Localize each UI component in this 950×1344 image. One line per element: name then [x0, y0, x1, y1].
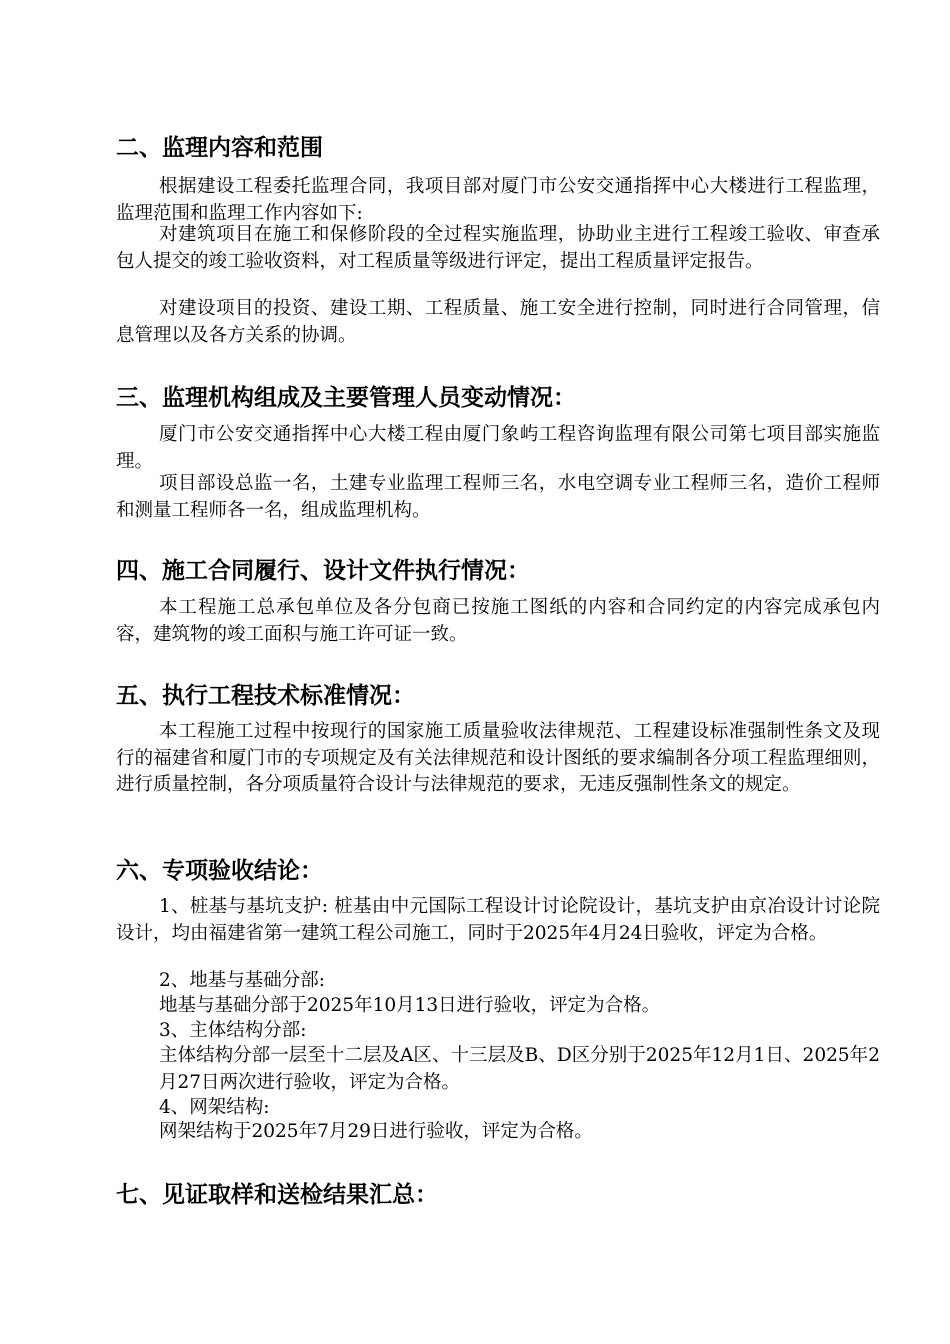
section-heading-organization: 三、监理机构组成及主要管理人员变动情况： — [116, 385, 576, 411]
paragraph: 本工程施工过程中按现行的国家施工质量验收法律规范、工程建设标准强制性条文及现行的福建省和厦门市的专项规定及有关法律规范和设计图纸的要求编制各分项工程监理细则，进行质量控制，各分项质量符合设计与法律规范的要求，无违反强制性条文的规定。 — [116, 721, 880, 795]
section-heading-sampling: 七、见证取样和送检结果汇总： — [116, 1182, 438, 1208]
paragraph: 1、桩基与基坑支护: 桩基由中元国际工程设计讨论院设计，基坑支护由京冶设计讨论院设计，均由福建省第一建筑工程公司施工，同时于2025年4月24日验收，评定为合格。 — [116, 896, 880, 944]
paragraph: 项目部设总监一名，土建专业监理工程师三名，水电空调专业工程师三名，造价工程师和测量工程师各一名，组成监理机构。 — [116, 473, 880, 521]
section-heading-acceptance: 六、专项验收结论： — [116, 858, 323, 884]
section-heading-contract: 四、施工合同履行、设计文件执行情况： — [116, 558, 530, 584]
paragraph: 厦门市公安交通指挥中心大楼工程由厦门象屿工程咨询监理有限公司第七项目部实施监理。 — [116, 424, 880, 472]
paragraph: 3、主体结构分部: — [159, 1020, 307, 1041]
paragraph: 根据建设工程委托监理合同，我项目部对厦门市公安交通指挥中心大楼进行工程监理，监理范围和监理工作内容如下: — [116, 176, 880, 224]
paragraph: 对建筑项目在施工和保修阶段的全过程实施监理，协助业主进行工程竣工验收、审查承包人提交的竣工验收资料，对工程质量等级进行评定，提出工程质量评定报告。 — [116, 224, 880, 272]
paragraph: 地基与基础分部于2025年10月13日进行验收，评定为合格。 — [159, 995, 661, 1016]
section-heading-scope: 二、监理内容和范围 — [116, 135, 323, 161]
section-heading-standards: 五、执行工程技术标准情况： — [116, 683, 415, 709]
paragraph: 本工程施工总承包单位及各分包商已按施工图纸的内容和合同约定的内容完成承包内容，建筑物的竣工面积与施工许可证一致。 — [116, 597, 880, 645]
paragraph: 4、网架结构: — [159, 1097, 270, 1118]
paragraph: 对建设项目的投资、建设工期、工程质量、施工安全进行控制，同时进行合同管理，信息管理以及各方关系的协调。 — [116, 298, 880, 346]
paragraph: 网架结构于2025年7月29日进行验收，评定为合格。 — [159, 1121, 593, 1142]
paragraph: 2、地基与基础分部: — [159, 970, 326, 991]
paragraph: 主体结构分部一层至十二层及A区、十三层及B、D区分别于2025年12月1日、2025年2月27日两次进行验收，评定为合格。 — [159, 1045, 880, 1093]
